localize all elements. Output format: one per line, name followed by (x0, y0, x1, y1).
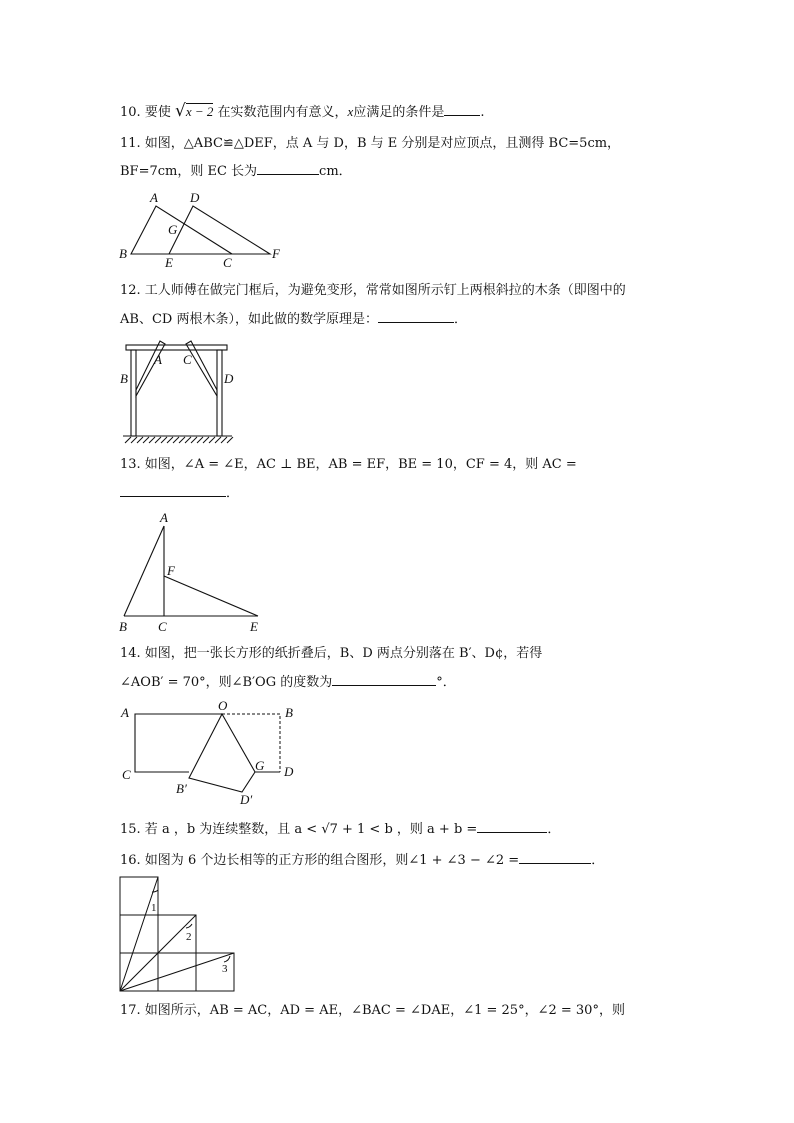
label-d-prime: D′ (240, 792, 253, 807)
label-c: C (122, 767, 131, 782)
question-14-line-1: 14. 如图，把一张长方形的纸折叠后，B、D 两点分别落在 B′、D¢，若得 (120, 646, 543, 661)
sqrt-symbol: √ (174, 101, 186, 121)
label-e: E (250, 619, 258, 634)
question-17: 17. 如图所示，AB = AC，AD = AE，∠BAC = ∠DAE，∠1 = 25°，∠2 = 30°，则 (120, 1003, 625, 1018)
q10-radicand: x − 2 (185, 104, 214, 119)
square (196, 953, 234, 991)
question-13-line-1: 13. 如图，∠A = ∠E，AC ⊥ BE，AB = EF，BE = 10，CF = 4，则 AC = (120, 457, 577, 472)
diagonal-3 (120, 953, 234, 991)
label-d: D (284, 764, 294, 779)
label-c: C (158, 619, 167, 634)
label-c: C (183, 352, 192, 367)
q10-post2: 应满足的条件是 (353, 105, 445, 120)
label-g: G (255, 758, 265, 773)
label-b: B (119, 619, 127, 634)
label-g: G (168, 222, 178, 237)
q13-line2-post: ． (226, 486, 240, 501)
angle-label-2: 2 (186, 931, 192, 943)
q10-post: 在实数范围内有意义， (217, 105, 348, 120)
q10-end: . (480, 105, 485, 120)
diagonal-1 (120, 877, 158, 991)
q10-number: 10. (120, 105, 141, 120)
label-a: A (154, 352, 162, 367)
label-f: F (272, 246, 280, 261)
q10-pre: 要使 (144, 105, 171, 120)
q12-line2-pre: AB、CD 两根木条），如此做的数学原理是： (120, 312, 378, 327)
label-d: D (190, 190, 200, 205)
angle-label-3: 3 (222, 963, 228, 975)
label-f: F (167, 563, 175, 578)
label-e: E (165, 255, 173, 270)
q16-end: ． (591, 853, 605, 868)
label-b: B (119, 246, 127, 261)
q15-text: 15. 若 a ，b 为连续整数，且 a < √7 + 1 < b ，则 a + b = (120, 822, 478, 837)
question-11-line-1: 11. 如图，△ABC≌△DEF，点 A 与 D，B 与 E 分别是对应顶点，且测得 BC=5cm， (120, 136, 621, 151)
label-b: B (120, 371, 128, 386)
label-b: B (285, 705, 293, 720)
label-c: C (223, 255, 232, 270)
q12-line2-post: ． (453, 312, 467, 327)
q10-var: x (347, 104, 354, 119)
q16-text: 16. 如图为 6 个边长相等的正方形的组合图形，则∠1 + ∠3 − ∠2 = (120, 853, 520, 868)
q11-line2-post: cm． (319, 164, 352, 179)
label-a: A (150, 190, 158, 205)
label-b-prime: B′ (176, 781, 187, 796)
q14-line2-pre: ∠AOB′ = 70°，则∠B′OG 的度数为 (120, 675, 333, 690)
question-12-line-1: 12. 工人师傅在做完门框后，为避免变形，常常如图所示钉上两根斜拉的木条（即图中的 (120, 283, 626, 298)
label-a: A (160, 510, 168, 525)
angle-label-1: 1 (151, 902, 157, 914)
q11-line2-pre: BF=7cm，则 EC 长为 (120, 164, 258, 179)
label-a: A (121, 705, 129, 720)
q15-end: ． (547, 822, 561, 837)
label-o: O (218, 698, 228, 713)
q14-line2-post: °． (436, 675, 456, 690)
label-d: D (224, 371, 234, 386)
